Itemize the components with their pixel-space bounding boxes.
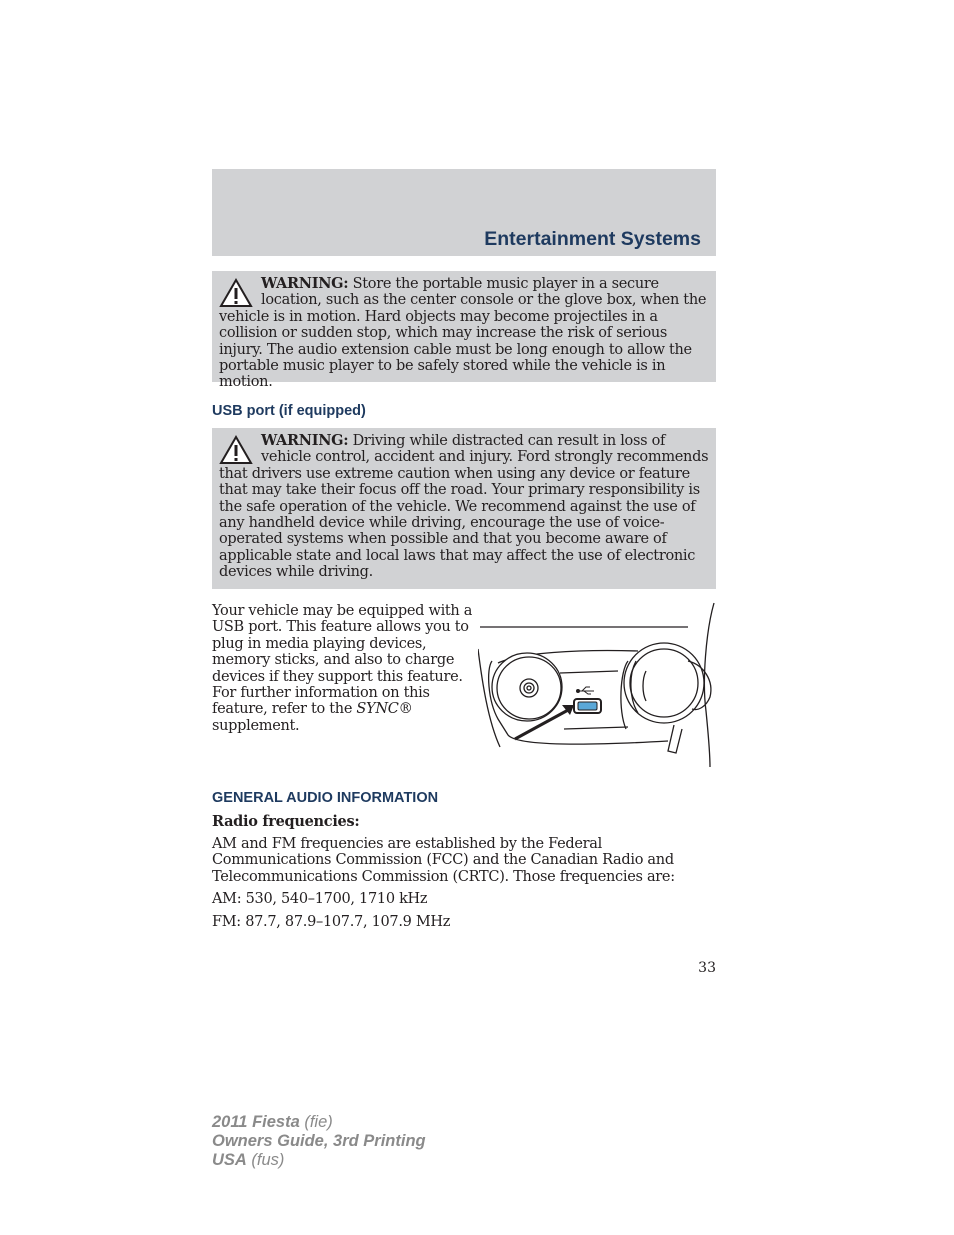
warning-triangle-icon — [219, 435, 253, 465]
warning-box-distraction — [212, 428, 716, 589]
usb-port-illustration — [478, 601, 718, 771]
section-title: Entertainment Systems — [484, 228, 701, 250]
footer-market: USA — [212, 1151, 247, 1169]
footer-guide: Owners Guide, 3rd Printing — [212, 1132, 426, 1150]
page-number: 33 — [698, 960, 716, 976]
warning-text: Driving while distracted can result in loss of vehicle control, accident and injury. Ford strongly recommends that drivers use extreme caution when using any device or feature that may take their focus off the road. Your primary responsibility is the safe operation of the vehicle. We recommend against the use of any handheld device while driving, encourage the use of voice-operated systems when possible and that you become aware of applicable state and local laws that may affect the use of electronic devices while driving. — [219, 433, 709, 581]
footer-line-2 — [212, 1132, 426, 1151]
footer-line-1 — [212, 1113, 426, 1132]
footer-model-code: (fie) — [299, 1113, 333, 1131]
usb-body-text-end: supplement. — [212, 717, 300, 734]
footer-market-code: (fus) — [246, 1151, 285, 1169]
section-header-band — [212, 169, 716, 256]
fm-frequencies: FM: 87.7, 87.9–107.7, 107.9 MHz — [212, 914, 451, 930]
warning-box-portable-player — [212, 271, 716, 391]
radio-frequencies-label: Radio frequencies: — [212, 813, 360, 830]
usb-port-heading: USB port (if equipped) — [212, 403, 366, 419]
am-frequencies: AM: 530, 540–1700, 1710 kHz — [212, 891, 428, 907]
warning-label: WARNING: — [261, 275, 349, 292]
warning-triangle-icon — [219, 278, 253, 308]
usb-description — [212, 603, 474, 734]
document-footer — [212, 1113, 426, 1170]
footer-model: 2011 Fiesta — [212, 1113, 300, 1131]
sync-reference: SYNC® — [356, 701, 413, 718]
warning-text: Store the portable music player in a secure location, such as the center console or the glove box, when the vehicle is in motion. Hard objects may become projectiles in a collision or sudden stop, which may increase the risk of serious injury. The audio extension cable must be long enough to allow the portable music player to be safely stored while the vehicle is in motion. — [219, 276, 707, 391]
general-audio-heading: GENERAL AUDIO INFORMATION — [212, 790, 439, 806]
usb-body-text: Your vehicle may be equipped with a USB port. This feature allows you to plug in media playing devices, memory sticks, and also to charge devices if they support this feature. For further information on this feature, refer to the — [212, 603, 473, 718]
footer-line-3 — [212, 1151, 426, 1170]
frequencies-description: AM and FM frequencies are established by the Federal Communications Commission (FCC) and the Canadian Radio and Telecommunications Commission (CRTC). Those frequencies are: — [212, 836, 675, 885]
warning-label: WARNING: — [261, 432, 349, 449]
